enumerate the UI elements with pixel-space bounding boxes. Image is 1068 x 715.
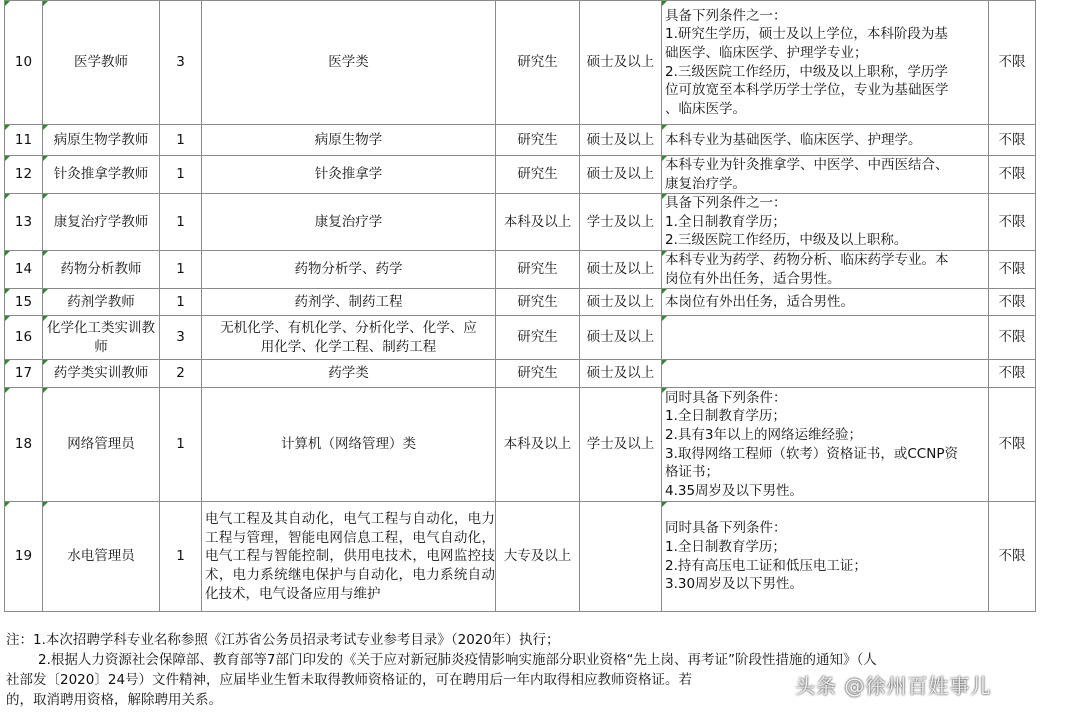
requirement-line: 3.30周岁及以下男性。 bbox=[665, 576, 804, 593]
requirement-line: 3.取得网络工程师（软考）资格证书，或CCNP资 bbox=[665, 445, 958, 462]
cell-major bbox=[202, 360, 496, 388]
cell-degree: 学士及以上 bbox=[580, 388, 662, 502]
requirement-line: 岗位有外出任务，适合男性。 bbox=[665, 270, 841, 287]
major-text: 药学类 bbox=[328, 365, 369, 382]
cell-other: 不限 bbox=[989, 194, 1036, 251]
cell-degree: 硕士及以上 bbox=[580, 125, 662, 156]
requirement-line: 位可放宽至本科学历学士学位，专业为基础医学 bbox=[665, 82, 949, 99]
cell-other: 不限 bbox=[989, 156, 1036, 194]
cell-major bbox=[202, 156, 496, 194]
cell-other: 不限 bbox=[989, 125, 1036, 156]
cell-number: 13 bbox=[5, 194, 43, 251]
cell-count: 3 bbox=[160, 1, 202, 125]
cell-other: 不限 bbox=[989, 388, 1036, 502]
table-row bbox=[5, 125, 1036, 156]
cell-requirements bbox=[662, 388, 989, 502]
table-row bbox=[5, 1, 1036, 125]
requirement-line: 具备下列条件之一： bbox=[665, 7, 787, 24]
cell-number: 10 bbox=[5, 1, 43, 125]
cell-count: 1 bbox=[160, 156, 202, 194]
cell-requirements bbox=[662, 502, 989, 612]
cell-requirements bbox=[662, 194, 989, 251]
cell-major bbox=[202, 316, 496, 360]
cell-post: 药学类实训教师 bbox=[43, 360, 160, 388]
cell-number: 15 bbox=[5, 289, 43, 316]
requirement-line: 同时具备下列条件： bbox=[665, 520, 787, 537]
cell-major bbox=[202, 250, 496, 288]
cell-other: 不限 bbox=[989, 360, 1036, 388]
table-row bbox=[5, 250, 1036, 288]
cell-degree: 硕士及以上 bbox=[580, 360, 662, 388]
cell-post: 化学化工类实训教师 bbox=[43, 316, 160, 360]
cell-count: 1 bbox=[160, 289, 202, 316]
requirement-line: 具备下列条件之一： bbox=[665, 195, 787, 212]
cell-count: 3 bbox=[160, 316, 202, 360]
cell-other: 不限 bbox=[989, 316, 1036, 360]
cell-post: 病原生物学教师 bbox=[43, 125, 160, 156]
cell-requirements bbox=[662, 316, 989, 360]
table-row bbox=[5, 156, 1036, 194]
cell-major bbox=[202, 388, 496, 502]
cell-degree: 硕士及以上 bbox=[580, 316, 662, 360]
note-line-2: 2.根据人力资源社会保障部、教育部等7部门印发的《关于应对新冠肺炎疫情影响实施部分职业资格“先上岗、再考证”阶段性措施的通知》（人 bbox=[38, 652, 877, 668]
requirement-line: 本岗位有外出任务，适合男性。 bbox=[665, 293, 854, 310]
cell-education: 本科及以上 bbox=[496, 388, 580, 502]
requirement-line: 1.全日制教育学历； bbox=[665, 539, 786, 556]
requirement-line: 格证书； bbox=[665, 464, 719, 481]
cell-degree bbox=[580, 502, 662, 612]
requirement-line: 4.35周岁及以下男性。 bbox=[665, 482, 804, 499]
cell-post: 医学教师 bbox=[43, 1, 160, 125]
cell-post: 针灸推拿学教师 bbox=[43, 156, 160, 194]
cell-degree: 硕士及以上 bbox=[580, 1, 662, 125]
requirement-line: 1.研究生学历，硕士及以上学位，本科阶段为基 bbox=[665, 26, 948, 43]
cell-number: 14 bbox=[5, 250, 43, 288]
note-line-1: 注：1.本次招聘学科专业名称参照《江苏省公务员招录考试专业参考目录》（2020年）执行； bbox=[6, 632, 560, 648]
cell-requirements bbox=[662, 1, 989, 125]
table-row bbox=[5, 360, 1036, 388]
cell-other: 不限 bbox=[989, 289, 1036, 316]
cell-education: 研究生 bbox=[496, 156, 580, 194]
cell-post: 药剂学教师 bbox=[43, 289, 160, 316]
watermark: 头条 @徐州百姓事儿 bbox=[795, 674, 992, 698]
cell-requirements bbox=[662, 125, 989, 156]
major-text: 药物分析学、药学 bbox=[294, 261, 403, 278]
major-text: 药剂学、制药工程 bbox=[294, 293, 403, 310]
major-text: 电气工程及其自动化，电气工程与自动化，电力工程与管理，智能电网信息工程，电气自动化，电气工程与智能控制，供用电技术，电网监控技术，电力系统继电保护与自动化，电力系统自动化技术，电气设备应用与维护 bbox=[205, 511, 495, 602]
cell-count: 1 bbox=[160, 194, 202, 251]
major-text: 病原生物学 bbox=[314, 131, 383, 148]
cell-post: 药物分析教师 bbox=[43, 250, 160, 288]
cell-other: 不限 bbox=[989, 502, 1036, 612]
cell-degree: 硕士及以上 bbox=[580, 289, 662, 316]
cell-major bbox=[202, 1, 496, 125]
cell-count: 1 bbox=[160, 502, 202, 612]
recruitment-table bbox=[4, 0, 1036, 612]
major-text: 医学类 bbox=[328, 54, 369, 71]
major-text: 计算机（网络管理）类 bbox=[281, 436, 416, 453]
cell-education: 研究生 bbox=[496, 250, 580, 288]
requirement-line: 康复治疗学。 bbox=[665, 175, 746, 192]
table-row bbox=[5, 194, 1036, 251]
cell-education: 本科及以上 bbox=[496, 194, 580, 251]
cell-degree: 硕士及以上 bbox=[580, 156, 662, 194]
cell-count: 1 bbox=[160, 125, 202, 156]
requirement-line: 本科专业为药学、药物分析、临床药学专业。本 bbox=[665, 251, 949, 268]
cell-post: 水电管理员 bbox=[43, 502, 160, 612]
requirement-line: 1.全日制教育学历； bbox=[665, 213, 786, 230]
cell-requirements bbox=[662, 250, 989, 288]
cell-number: 18 bbox=[5, 388, 43, 502]
table-row bbox=[5, 289, 1036, 316]
requirement-line: 础医学、临床医学、护理学专业； bbox=[665, 44, 868, 61]
cell-count: 1 bbox=[160, 388, 202, 502]
cell-requirements bbox=[662, 156, 989, 194]
cell-number: 16 bbox=[5, 316, 43, 360]
table-row bbox=[5, 316, 1036, 360]
cell-education: 研究生 bbox=[496, 360, 580, 388]
table-row bbox=[5, 502, 1036, 612]
major-text: 无机化学、有机化学、分析化学、化学、应用化学、化学工程、制药工程 bbox=[220, 320, 477, 355]
cell-education: 研究生 bbox=[496, 316, 580, 360]
requirement-line: 2.三级医院工作经历，中级及以上职称。 bbox=[665, 232, 908, 249]
requirement-line: 同时具备下列条件： bbox=[665, 389, 787, 406]
requirement-line: 1.全日制教育学历； bbox=[665, 408, 786, 425]
cell-other: 不限 bbox=[989, 1, 1036, 125]
cell-education: 研究生 bbox=[496, 1, 580, 125]
cell-other: 不限 bbox=[989, 250, 1036, 288]
cell-requirements bbox=[662, 360, 989, 388]
cell-requirements bbox=[662, 289, 989, 316]
major-text: 康复治疗学 bbox=[314, 213, 383, 230]
cell-education: 研究生 bbox=[496, 125, 580, 156]
cell-post: 康复治疗学教师 bbox=[43, 194, 160, 251]
requirement-line: 、临床医学。 bbox=[665, 100, 746, 117]
cell-number: 12 bbox=[5, 156, 43, 194]
cell-major bbox=[202, 125, 496, 156]
cell-post: 网络管理员 bbox=[43, 388, 160, 502]
requirement-line: 2.三级医院工作经历，中级及以上职称，学历学 bbox=[665, 63, 948, 80]
cell-major bbox=[202, 194, 496, 251]
cell-major bbox=[202, 502, 496, 612]
cell-number: 19 bbox=[5, 502, 43, 612]
cell-count: 1 bbox=[160, 250, 202, 288]
requirement-line: 2.具有3年以上的网络运维经验； bbox=[665, 427, 862, 444]
cell-number: 11 bbox=[5, 125, 43, 156]
cell-education: 大专及以上 bbox=[496, 502, 580, 612]
note-line-4: 的，取消聘用资格，解除聘用关系。 bbox=[6, 692, 222, 708]
requirement-line: 本科专业为基础医学、临床医学、护理学。 bbox=[665, 131, 922, 148]
cell-degree: 学士及以上 bbox=[580, 194, 662, 251]
major-text: 针灸推拿学 bbox=[314, 166, 383, 183]
table-row bbox=[5, 388, 1036, 502]
requirement-line: 本科专业为针灸推拿学、中医学、中西医结合、 bbox=[665, 157, 949, 173]
cell-degree: 硕士及以上 bbox=[580, 250, 662, 288]
cell-education: 研究生 bbox=[496, 289, 580, 316]
cell-major bbox=[202, 289, 496, 316]
table-body bbox=[5, 1, 1036, 612]
requirement-line: 2.持有高压电工证和低压电工证； bbox=[665, 557, 867, 574]
cell-count: 2 bbox=[160, 360, 202, 388]
note-line-3: 社部发〔2020〕24号）文件精神，应届毕业生暂未取得教师资格证的，可在聘用后一年内取得相应教师资格证。若 bbox=[6, 672, 693, 688]
cell-number: 17 bbox=[5, 360, 43, 388]
